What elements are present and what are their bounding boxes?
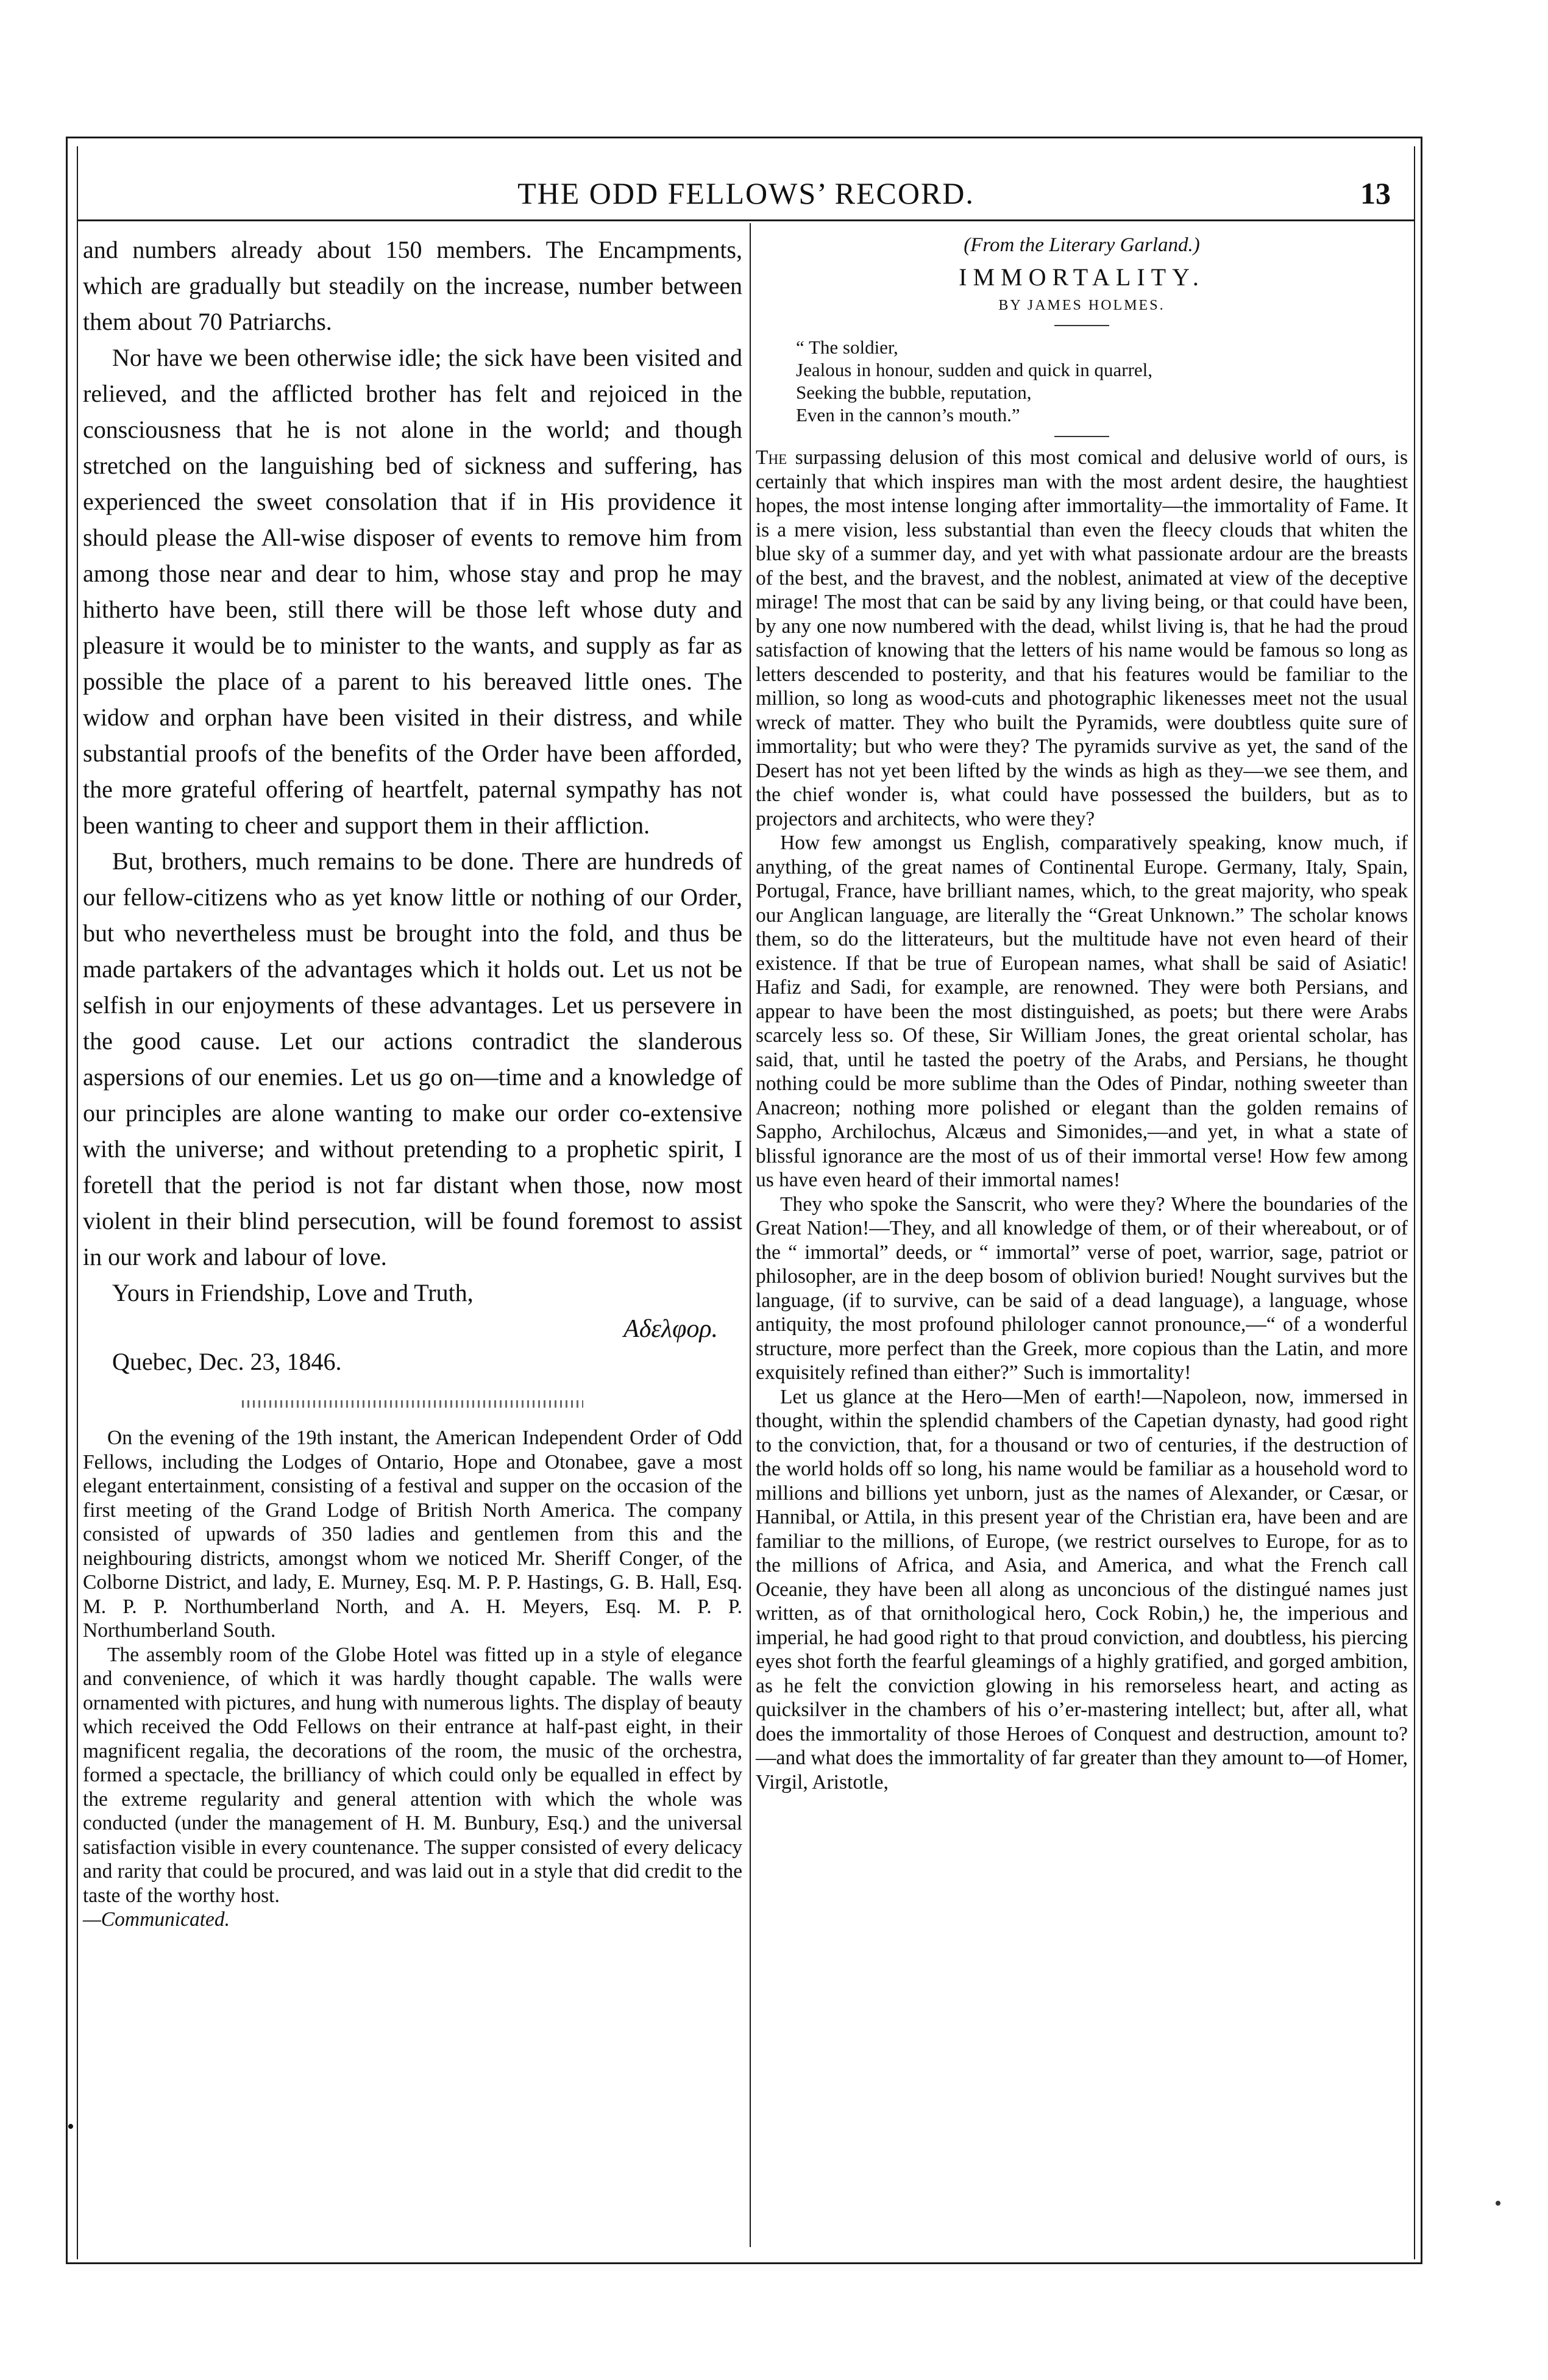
festival-report [83, 1426, 742, 1932]
article-byline: BY JAMES HOLMES. [998, 298, 1165, 313]
page-number: 13 [1360, 176, 1391, 210]
running-title: THE ODD FELLOWS’ RECORD. [517, 176, 975, 210]
right-paragraph-1 [756, 446, 1408, 831]
left-paragraph-3: But, brothers, much remains to be done. There are hundreds of our fellow-citizens who as yet know little or nothing of our Order, but who nevertheless must be brought into the fold, and thus be made partakers of the advantages which it holds out. Let us not be selfish in our enjoyments of these advantages. Let us persevere in the good cause. Let our actions contradict the slanderous aspersions of our enemies. Let us go on—time and a knowledge of our principles are alone wanting to make our order co-extensive with the universe; and without pretending to a prophetic spirit, I foretell that the period is not far distant when those, now most violent in their blind persecution, will be found foremost to assist in our work and labour of love. [83, 847, 742, 1270]
right-column [756, 232, 1408, 1794]
lead-word: The [756, 446, 787, 469]
section-separator [242, 1400, 583, 1408]
epigraph-line: Jealous in honour, sudden and quick in quarrel, [796, 359, 1153, 380]
epigraph [756, 336, 1408, 426]
right-paragraph-3: They who spoke the Sanscrit, who were they? Where the boundaries of the Great Nation!—They, and all knowledge of them, or of their whereabout, or of the “ immortal” deeds, or “ immortal” verse of poet, warrior, sage, patriot or philosopher, are in the deep bosom of oblivion buried! Nought survives but the language, (if to survive, can be said of a dead language), a language, whose antiquity, the most profound philologer cannot pronounce,—“ of a wonderful structure, more perfect than the Greek, more copious than the Latin, and more exquisitely refined than either?” Such is immortality! [756, 1192, 1408, 1384]
article-title: IMMORTALITY. [959, 263, 1205, 291]
left-paragraph-2: Nor have we been otherwise idle; the sick have been visited and relieved, and the afflicted brother has felt and rejoiced in the consciousness that he is not alone in the world; and though stretched on the languishing bed of sickness and suffering, has experienced the sweet consolation that if in His providence it should please the All-wise disposer of events to remove him from among those near and dear to him, whose stay and prop he may hitherto have been, still there will be those left whose duty and pleasure it would be to minister to the wants, and supply as far as possible the place of a parent to his bereaved little ones. The widow and orphan have been visited in their distress, and while substantial proofs of the benefits of the Order have been afforded, the more grateful offering of heartfelt, paternal sympathy has not been wanting to cheer and support them in their affliction. [83, 344, 742, 839]
epigraph-line: Even in the cannon’s mouth.” [796, 404, 1020, 426]
right-paragraph-4: Let us glance at the Hero—Men of earth!—Napoleon, now, immersed in thought, within the splendid chambers of the Capetian dynasty, had good right to the conviction, that, for a thousand or two of centuries, if the destruction of the world holds off so long, his name would be familiar as a household word to millions and billions yet unborn, just as the names of Alexander, or Cæsar, or Hannibal, or Attila, in this present year of the Christian era, have been and are familiar to the millions, of Europe, (we restrict ourselves to Europe, for as to the millions of Africa, and Asia, and America, and what the French call Oceanie, they have been all along as unconcious of the distingué names just written, as of that ornithological hero, Cock Robin,) he, the imperious and imperial, he had good right to that proud conviction, and doubtless, his piercing eyes shot forth the fearful gleamings of a highly gratified, and gorged ambition, as he felt the conviction glowing in his remorseless heart, and acting as quicksilver in the chambers of his o’er-mastering intellect; but, after all, what does the immortality of those Heroes of Conquest and destruction, amount to?—and what does the immortality of far greater than they amount to—of Homer, Virgil, Aristotle, [756, 1385, 1408, 1794]
margin-mark: • [67, 2115, 74, 2138]
letter-signature: Αδελφορ. [623, 1315, 718, 1343]
epigraph-line: Seeking the bubble, reputation, [796, 382, 1032, 403]
right-paragraph-1-text: surpassing delusion of this most comical and delusive world of ours, is certainly that which inspires man with the most ardent desire, the haughtiest hopes, the most intense longing after immortality—the immortality of Fame. It is a mere vision, less substantial than even the fleecy clouds that whiten the blue sky of a summer day, and yet with what passionate ardour are the breasts of the best, and the bravest, and the noblest, animated at view of the deceptive mirage! The most that can be said by any living being, or that could have been, by any one now numbered with the dead, whilst living is, that he had the proud satisfaction of knowing that the letters of his name would be famous so long as letters descended to posterity, and that his features would be familiar to the million, so long as wood-cuts and photographic likenesses meet not the usual wreck of matter. They who built the Pyramids, were doubtless quite sure of immortality; but who were they? The pyramids survive as yet, the sand of the Desert has not yet been lifted by the winds as high as they—we see them, and the chief wonder is, what could have possessed the builders, but as to projectors and architects, who were they? [756, 446, 1408, 830]
column-divider [750, 223, 751, 2247]
epigraph-rule [1054, 436, 1109, 437]
letter-signoff: Yours in Friendship, Love and Truth, [112, 1279, 474, 1306]
letter-dateline: Quebec, Dec. 23, 1846. [112, 1348, 342, 1375]
page-header [77, 171, 1415, 221]
left-paragraph-1: and numbers already about 150 members. The Encampments, which are gradually but steadily on the increase, number between them about 70 Patriarchs. [83, 236, 742, 335]
left-column [83, 232, 742, 1932]
article-source: (From the Literary Garland.) [964, 234, 1200, 256]
title-rule [1054, 325, 1109, 326]
left-paragraph-5: The assembly room of the Globe Hotel was fitted up in a style of elegance and convenience, of which it was hardly thought capable. The walls were ornamented with pictures, and hung with numerous lights. The display of beauty which received the Odd Fellows on their entrance at half-past eight, in their magnificent regalia, the decorations of the room, the music of the orchestra, formed a spectacle, the brilliancy of which could only be equalled in effect by the extreme regularity and general attention with which the whole was conducted (under the management of H. M. Bunbury, Esq.) and the universal satisfaction visible in every countenance. The supper consisted of every delicacy and rarity that could be procured, and was laid out in a style that did credit to the taste of the worthy host. [83, 1643, 742, 1907]
left-paragraph-4: On the evening of the 19th instant, the American Independent Order of Odd Fellows, including the Lodges of Ontario, Hope and Otonabee, gave a most elegant entertainment, consisting of a festival and supper on the occasion of the first meeting of the Grand Lodge of British North America. The company consisted of upwards of 350 ladies and gentlemen from this and the neighbouring districts, amongst whom we noticed Mr. Sheriff Conger, of the Colborne District, and lady, E. Murney, Esq. M. P. P. Hastings, G. B. Hall, Esq. M. P. P. Northumberland North, and A. H. Meyers, Esq. M. P. P. Northumberland South. [83, 1427, 742, 1642]
epigraph-line: “ The soldier, [796, 337, 898, 358]
margin-dot [1496, 2201, 1500, 2206]
report-credit: —Communicated. [83, 1908, 230, 1931]
right-paragraph-2: How few amongst us English, comparatively speaking, know much, if anything, of the great names of Continental Europe. Germany, Italy, Spain, Portugal, France, have brilliant names, which, to the great majority, who speak our Anglican language, are literally the “Great Unknown.” The scholar knows them, so do the litterateurs, but the multitude have not even heard of their existence. If that be true of European names, what shall be said of Asiatic! Hafiz and Sadi, for example, are renowned. They were both Persians, and appear to have been the most distinguished, as poets; but there were Arabs scarcely less so. Of these, Sir William Jones, the great oriental scholar, has said, that, until he tasted the poetry of the Arabs, and Persians, he thought nothing could be more sublime than the Odes of Pindar, nothing sweeter than Anacreon; nothing more polished or elegant than the golden remains of Sappho, Archilochus, Alcæus and Simonides,—and yet, in what a state of blissful ignorance are the most of us of their immortal verse! How few among us have even heard of their immortal names! [756, 832, 1408, 1191]
